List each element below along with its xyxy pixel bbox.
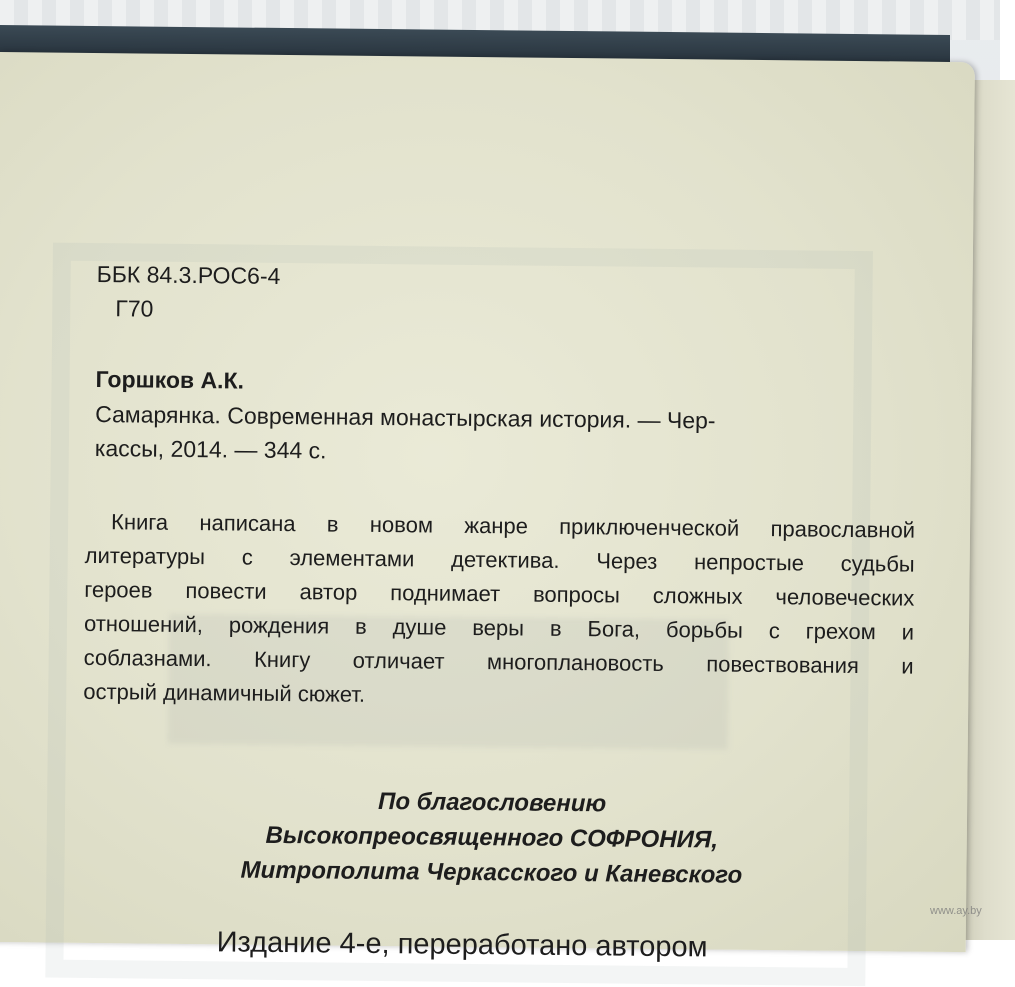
annotation-line: острый динамичный сюжет. <box>83 678 366 707</box>
blessing-block <box>0 780 992 895</box>
blessing-line: Митрополита Черкасского и Каневского <box>240 856 743 889</box>
bibliographic-line-2: кассы, 2014. — 344 с. <box>94 435 327 464</box>
blessing-line: Высокопреосвященного СОФРОНИЯ, <box>265 821 719 854</box>
annotation-line: Книга написана в новом жанре приключенческой православной <box>110 509 916 543</box>
classification-code: ББК 84.3.РОС6-4 <box>96 261 281 289</box>
annotation-line: литературы с элементами детектива. Через непростые судьбы <box>84 542 915 577</box>
annotation-line: отношений, рождения в душе веры в Бога, борьбы с грехом и <box>83 610 915 645</box>
book-page <box>0 52 975 964</box>
bibliographic-line-1: Самарянка. Современная монастырская история. — Чер- <box>95 401 716 434</box>
edition-note: Издание 4-е, переработано автором <box>216 926 708 964</box>
annotation-paragraph <box>83 505 915 718</box>
annotation-line: соблазнами. Книгу отличает многоплановость повествования и <box>83 644 914 679</box>
annotation-line: героев повести автор поднимает вопросы сложных человеческих <box>84 576 915 611</box>
site-watermark: www.ay.by <box>930 905 982 917</box>
blessing-line: По благословению <box>377 788 607 818</box>
author-index: Г70 <box>115 295 154 322</box>
author-name: Горшков А.К. <box>95 366 245 394</box>
